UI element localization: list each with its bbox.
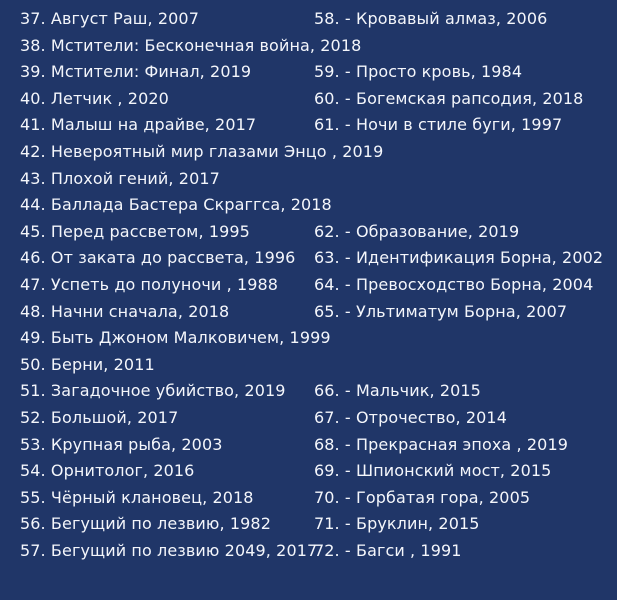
movie-entry: 38. Мстители: Бесконечная война, 2018 [20,35,362,55]
movie-entry: 37. Август Раш, 2007 [20,9,199,28]
movie-entry: 42. Невероятный мир глазами Энцо , 2019 [20,141,384,161]
movie-entry: 69. - Шпионский мост, 2015 [314,461,552,481]
movie-entry: 51. Загадочное убийство, 2019 [20,381,286,401]
movie-entry: 57. Бегущий по лезвию 2049, 2017 [20,540,318,560]
movie-entry: 48. Начни сначала, 2018 [20,301,230,321]
movie-entry: 46. От заката до рассвета, 1996 [20,248,296,268]
movie-entry: 54. Орнитолог, 2016 [20,461,195,481]
movie-entry: 41. Малыш на драйве, 2017 [20,115,257,135]
movie-entry: 59. - Просто кровь, 1984 [314,62,523,82]
movie-entry: 58. - Кровавый алмаз, 2006 [314,9,548,28]
movie-entry: 49. Быть Джоном Малковичем, 1999 [20,328,331,348]
movie-entry: 62. - Образование, 2019 [314,221,520,241]
movie-entry: 53. Крупная рыба, 2003 [20,434,223,454]
movie-entry: 44. Баллада Бастера Скраггса, 2018 [20,195,332,215]
movie-entry: 68. - Прекрасная эпоха , 2019 [314,434,569,454]
movie-entry: 45. Перед рассветом, 1995 [20,221,250,241]
movie-entry: 43. Плохой гений, 2017 [20,168,220,188]
movie-entry: 71. - Бруклин, 2015 [314,514,480,534]
movie-entry: 63. - Идентификация Борна, 2002 [314,248,604,268]
movie-entry: 65. - Ультиматум Борна, 2007 [314,301,568,321]
movie-entry: 61. - Ночи в стиле буги, 1997 [314,115,563,135]
movie-entry: 39. Мстители: Финал, 2019 [20,62,252,82]
movie-entry: 40. Летчик , 2020 [20,88,169,108]
movie-list-left-column [20,6,384,564]
movie-entry: 64. - Превосходство Борна, 2004 [314,274,594,294]
movie-entry: 55. Чёрный клановец, 2018 [20,487,254,507]
movie-entry: 60. - Богемская рапсодия, 2018 [314,88,584,108]
movie-entry: 52. Большой, 2017 [20,407,179,427]
movie-entry: 67. - Отрочество, 2014 [314,407,507,427]
movie-entry: 72. - Багси , 1991 [314,540,462,560]
movie-entry: 50. Берни, 2011 [20,354,155,374]
movie-entry: 66. - Мальчик, 2015 [314,381,481,401]
movie-list-right-column [314,6,614,564]
movie-entry: 56. Бегущий по лезвию, 1982 [20,514,271,534]
movie-entry: 47. Успеть до полуночи , 1988 [20,274,279,294]
movie-entry: 70. - Горбатая гора, 2005 [314,487,531,507]
